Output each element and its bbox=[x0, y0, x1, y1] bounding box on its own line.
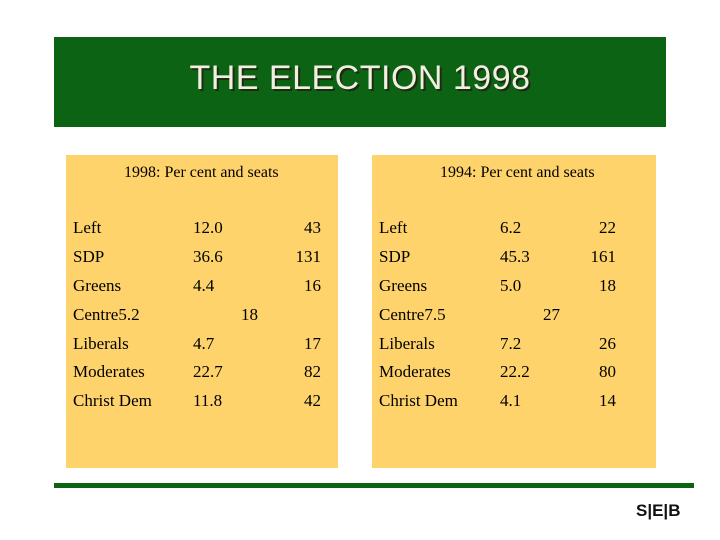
percent-value: 4.4 bbox=[193, 276, 215, 295]
table-row bbox=[66, 247, 338, 276]
table-row bbox=[66, 362, 338, 391]
seats-value: 17 bbox=[304, 334, 321, 353]
party-name: Centre5.2 bbox=[73, 305, 140, 324]
party-name: Greens bbox=[73, 276, 122, 295]
seats-value: 14 bbox=[599, 391, 616, 410]
table-row bbox=[66, 391, 338, 420]
percent-value: 22.7 bbox=[193, 362, 223, 381]
percent-value: 22.2 bbox=[500, 362, 530, 381]
seats-value: 43 bbox=[304, 218, 321, 237]
table-row bbox=[372, 247, 656, 276]
party-name: Liberals bbox=[73, 334, 129, 353]
percent-value: 45.3 bbox=[500, 247, 530, 266]
panel-1994 bbox=[372, 155, 656, 468]
seats-value: 26 bbox=[599, 334, 616, 353]
panel-heading-1998: 1998: Per cent and seats bbox=[124, 164, 279, 181]
party-name: SDP bbox=[73, 247, 105, 266]
table-row bbox=[372, 218, 656, 247]
panel-heading-1994: 1994: Per cent and seats bbox=[440, 164, 595, 181]
seats-value: 27 bbox=[543, 305, 560, 324]
party-name: Greens bbox=[379, 276, 428, 295]
seats-value: 80 bbox=[599, 362, 616, 381]
party-name: Christ Dem bbox=[73, 391, 152, 410]
seats-value: 18 bbox=[599, 276, 616, 295]
percent-value: 4.1 bbox=[500, 391, 522, 410]
table-row bbox=[372, 362, 656, 391]
panel-1998 bbox=[66, 155, 338, 468]
table-row bbox=[372, 276, 656, 305]
seats-value: 22 bbox=[599, 218, 616, 237]
percent-value: 36.6 bbox=[193, 247, 223, 266]
seats-value: 131 bbox=[295, 247, 321, 266]
party-name: SDP bbox=[379, 247, 411, 266]
party-name: Moderates bbox=[379, 362, 451, 381]
seats-value: 42 bbox=[304, 391, 321, 410]
table-row bbox=[372, 334, 656, 363]
table-row bbox=[66, 218, 338, 247]
slide-title: THE ELECTION 1998 bbox=[189, 59, 531, 97]
percent-value: 6.2 bbox=[500, 218, 522, 237]
seb-logo: S|E|B bbox=[636, 501, 681, 520]
title-bar bbox=[54, 37, 666, 127]
party-name: Christ Dem bbox=[379, 391, 458, 410]
party-name: Centre7.5 bbox=[379, 305, 446, 324]
percent-value: 5.0 bbox=[500, 276, 522, 295]
table-row bbox=[66, 276, 338, 305]
party-name: Moderates bbox=[73, 362, 145, 381]
table-row bbox=[66, 305, 338, 334]
party-name: Liberals bbox=[379, 334, 435, 353]
seats-value: 82 bbox=[304, 362, 321, 381]
bottom-divider bbox=[54, 483, 694, 488]
seats-value: 161 bbox=[590, 247, 616, 266]
seats-value: 18 bbox=[241, 305, 258, 324]
party-name: Left bbox=[73, 218, 102, 237]
party-name: Left bbox=[379, 218, 408, 237]
table-row bbox=[66, 334, 338, 363]
percent-value: 4.7 bbox=[193, 334, 215, 353]
percent-value: 7.2 bbox=[500, 334, 522, 353]
percent-value: 11.8 bbox=[193, 391, 223, 410]
seats-value: 16 bbox=[304, 276, 321, 295]
table-row bbox=[372, 305, 656, 334]
percent-value: 12.0 bbox=[193, 218, 223, 237]
table-row bbox=[372, 391, 656, 420]
